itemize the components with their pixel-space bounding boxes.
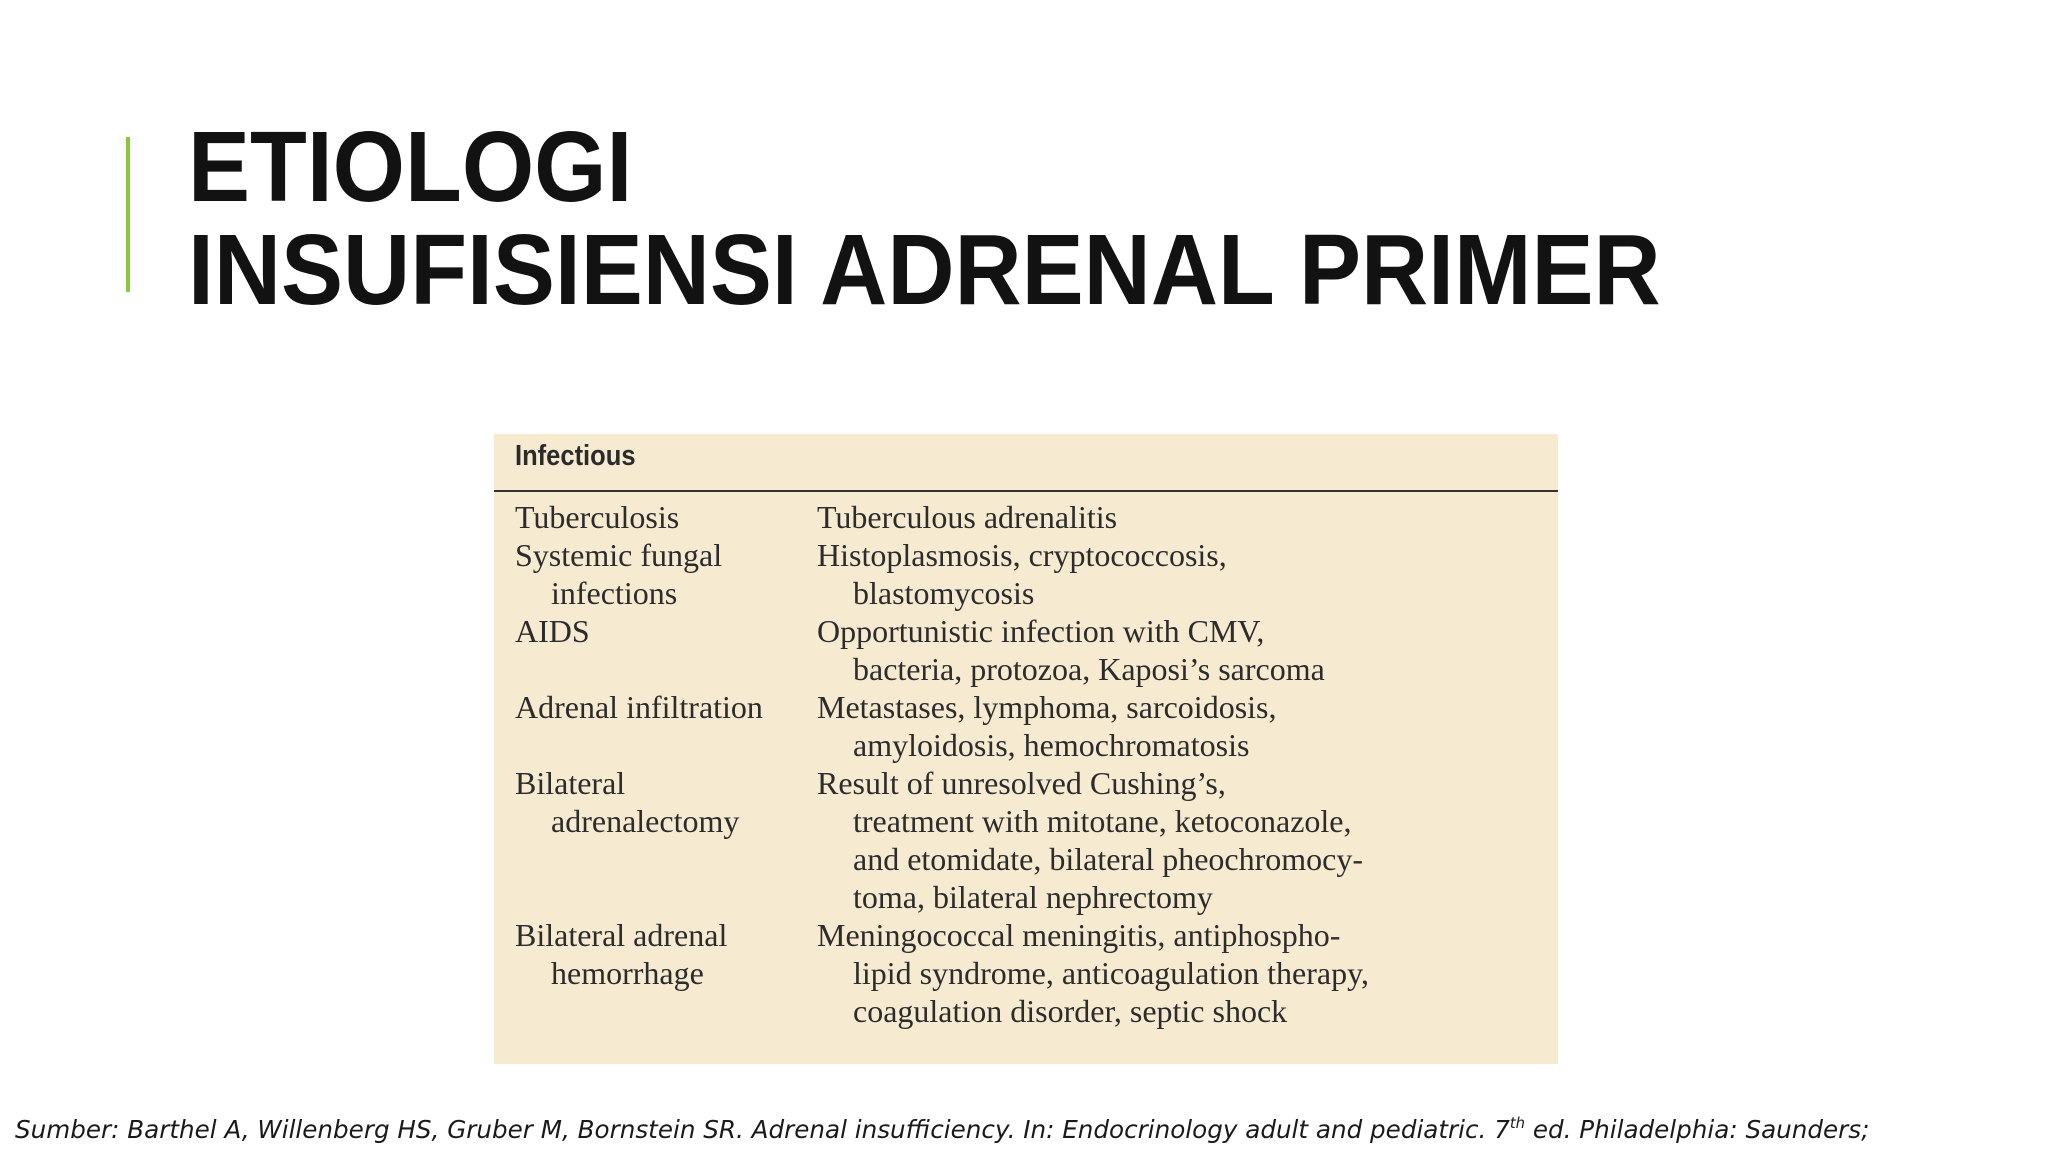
- cause-line: Systemic fungal: [515, 537, 723, 573]
- description-line: Result of unresolved Cushing’s,: [817, 765, 1226, 801]
- source-citation: [15, 1110, 1869, 1150]
- table-row: [494, 688, 1558, 764]
- table-rows: [494, 498, 1558, 1030]
- table-cell-cause: [494, 764, 817, 916]
- description-line: Tuberculous adrenalitis: [817, 499, 1118, 535]
- cause-line: adrenalectomy: [551, 803, 740, 839]
- cause-line: hemorrhage: [551, 955, 704, 991]
- description-line: treatment with mitotane, ketoconazole,: [853, 803, 1352, 839]
- table-row: [494, 612, 1558, 688]
- table-cell-cause: [494, 498, 817, 536]
- table-header-infectious: Infectious: [515, 440, 636, 472]
- description-line: toma, bilateral nephrectomy: [853, 879, 1213, 915]
- slide-title: [188, 111, 1661, 326]
- table-header-rule: [494, 490, 1558, 492]
- cause-line: Bilateral: [515, 765, 626, 801]
- description-line: Metastases, lymphoma, sarcoidosis,: [817, 689, 1277, 725]
- table-cell-description: [817, 764, 1558, 916]
- description-line: Histoplasmosis, cryptococcosis,: [817, 537, 1227, 573]
- description-line: and etomidate, bilateral pheochromocy-: [853, 841, 1364, 877]
- description-line: Meningococcal meningitis, antiphospho-: [817, 917, 1341, 953]
- table-row: [494, 536, 1558, 612]
- table-cell-description: [817, 612, 1558, 688]
- table-cell-cause: [494, 536, 817, 612]
- cause-line: Adrenal infiltration: [515, 689, 763, 725]
- table-cell-description: [817, 498, 1558, 536]
- slide-title-line-2: INSUFISIENSI ADRENAL PRIMER: [188, 214, 1661, 326]
- table-row: [494, 916, 1558, 1030]
- table-row: [494, 498, 1558, 536]
- source-citation-text-end: ed. Philadelphia: Saunders;: [1525, 1115, 1870, 1144]
- etiology-table: [494, 434, 1558, 1064]
- source-citation-superscript: th: [1509, 1114, 1526, 1132]
- table-cell-description: [817, 688, 1558, 764]
- table-cell-cause: [494, 688, 817, 764]
- description-line: blastomycosis: [853, 575, 1035, 611]
- description-line: bacteria, protozoa, Kaposi’s sarcoma: [853, 651, 1325, 687]
- description-line: coagulation disorder, septic shock: [853, 993, 1288, 1029]
- description-line: Opportunistic infection with CMV,: [817, 613, 1265, 649]
- table-row: [494, 764, 1558, 916]
- table-cell-description: [817, 536, 1558, 612]
- description-line: amyloidosis, hemochromatosis: [853, 727, 1250, 763]
- table-cell-cause: [494, 916, 817, 1030]
- table-cell-description: [817, 916, 1558, 1030]
- table-cell-cause: [494, 612, 817, 688]
- cause-line: Bilateral adrenal: [515, 917, 728, 953]
- cause-line: infections: [551, 575, 678, 611]
- cause-line: AIDS: [515, 613, 590, 649]
- cause-line: Tuberculosis: [515, 499, 680, 535]
- description-line: lipid syndrome, anticoagulation therapy,: [853, 955, 1370, 991]
- source-citation-text: Sumber: Barthel A, Willenberg HS, Gruber M, Bornstein SR. Adrenal insufficiency. In: Endocrinology adult and pediatric. 7: [15, 1115, 1510, 1144]
- title-accent-bar: [126, 137, 130, 292]
- slide-title-line-1: ETIOLOGI: [188, 111, 633, 223]
